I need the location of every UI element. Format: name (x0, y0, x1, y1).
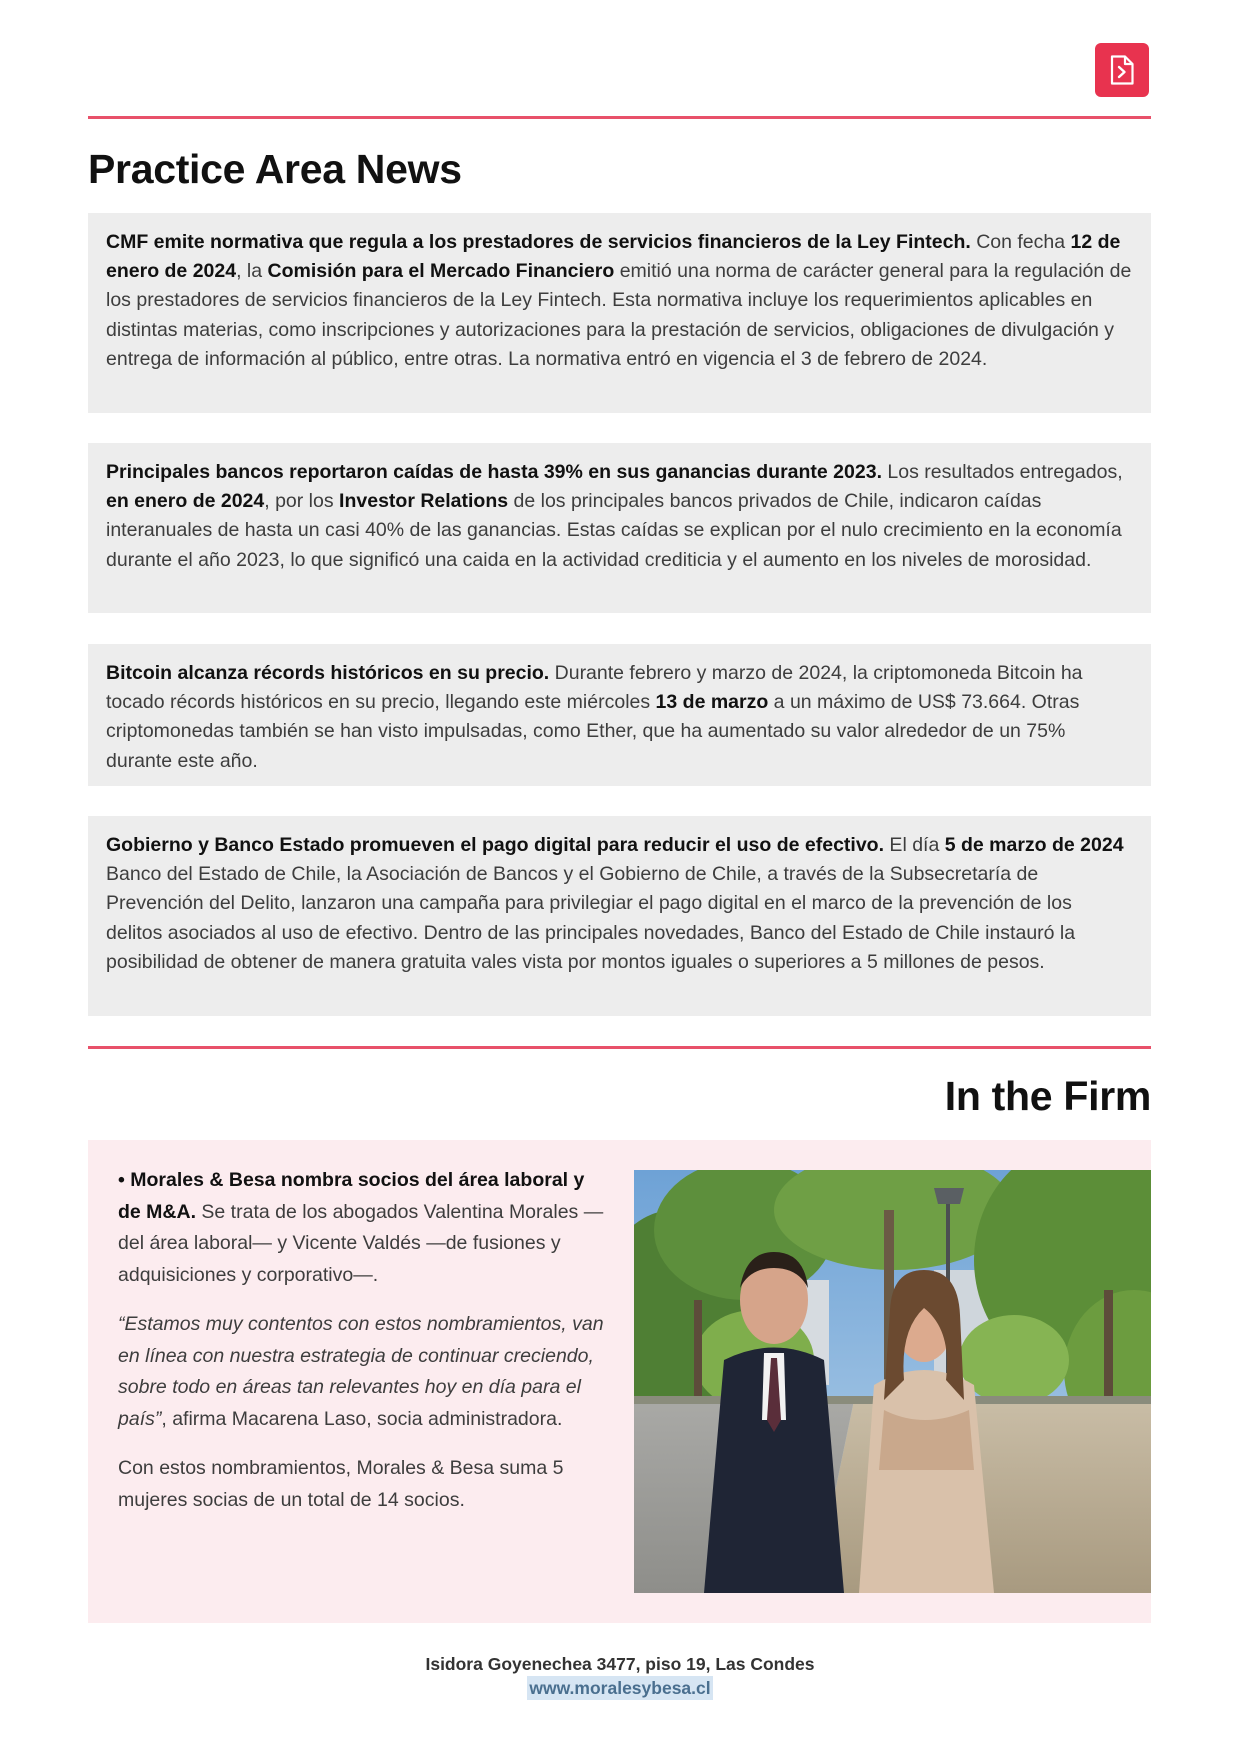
news-text: emitió una norma de carácter general para la regulación de los prestadores de servicios financieros de la Ley Fintech. Esta normativa incluye los requerimientos aplicables en distintas materias, como inscripciones y autorizaciones para la prestación de servicios, obligaciones de divulgación y entrega de información al público, entre otras. La normativa entró en vigencia el 3 de febrero de 2024. (106, 260, 1132, 370)
news-date: 13 de marzo (655, 691, 769, 714)
news-headline: Gobierno y Banco Estado promueven el pago digital para reducir el uso de efectivo. (106, 834, 885, 856)
in-the-firm-title: In the Firm (944, 1073, 1151, 1119)
news-text: a un máximo de US$ 73.664. Otras criptomonedas también se han visto impulsadas, como Ether, que ha aumentado su valor alrededor de un 75% durante este año. (106, 691, 1080, 772)
firm-quote-attribution: , afirma Macarena Laso, socia administradora. (161, 1407, 563, 1430)
news-headline: Bitcoin alcanza récords históricos en su precio. (106, 662, 550, 684)
news-date: 5 de marzo de 2024 (944, 834, 1124, 856)
website-link[interactable]: www.moralesybesa.cl (529, 1678, 711, 1698)
partners-photo (634, 1170, 1151, 1593)
top-divider (88, 116, 1151, 119)
footer-address: Isidora Goyenechea 3477, piso 19, Las Condes (425, 1654, 815, 1674)
section-divider (88, 1046, 1151, 1049)
news-paragraph (106, 228, 1133, 374)
practice-area-title: Practice Area News (88, 146, 462, 192)
news-text: El día (884, 834, 945, 856)
firm-news-text (118, 1165, 608, 1534)
news-text: Durante febrero y marzo de 2024, la criptomoneda Bitcoin ha tocado récords históricos en su precio, llegando este miércoles (106, 662, 1083, 714)
news-paragraph (106, 831, 1133, 977)
firm-closing-paragraph: Con estos nombramientos, Morales & Besa suma 5 mujeres socias de un total de 14 socios. (118, 1457, 564, 1511)
news-paragraph (106, 458, 1133, 575)
news-date: en enero de 2024 (106, 490, 265, 513)
news-card-bitcoin (88, 644, 1151, 786)
firm-intro: Se trata de los abogados Valentina Morales —del área laboral— y Vicente Valdés —de fusiones y adquisiciones y corporativo—. (118, 1200, 604, 1286)
firm-quote-paragraph (118, 1309, 608, 1435)
news-text: de los principales bancos privados de Chile, indicaron caídas interanuales de hasta un casi 40% de las ganancias. Estas caídas se explican por el nulo crecimiento en la economía durante el año 2023, lo que significó una caida en la actividad crediticia y el aumento en los niveles de morosidad. (106, 490, 1122, 571)
news-entity: Investor Relations (339, 490, 509, 513)
firm-intro-paragraph (118, 1165, 608, 1291)
news-text: , la (236, 260, 268, 283)
news-text: Banco del Estado de Chile, la Asociación de Bancos y el Gobierno de Chile, a través de la Subsecretaría de Prevención del Delito, lanzaron una campaña para privilegiar el pago digital en el marco de la prevención de los delitos asociados al uso de efectivo. Dentro de las principales novedades, Banco del Estado de Chile instauró la posibilidad de obtener de manera gratuita vales vista por montos iguales o superiores a 5 millones de pesos. (106, 863, 1076, 973)
news-headline: CMF emite normativa que regula a los prestadores de servicios financieros de la Ley Fintech. (106, 231, 971, 253)
news-headline: Principales bancos reportaron caídas de hasta 39% en sus ganancias durante 2023. (106, 461, 882, 483)
news-text: Los resultados entregados, (881, 461, 1123, 483)
document-arrow-icon[interactable] (1095, 43, 1149, 97)
document-arrow-glyph (1109, 55, 1135, 85)
firm-headline: • Morales & Besa nombra socios del área laboral y de M&A. (118, 1169, 585, 1223)
news-text: , por los (264, 490, 340, 513)
news-text: Con fecha (970, 231, 1071, 253)
firm-quote: “Estamos muy contentos con estos nombramientos, van en línea con nuestra estrategia de continuar creciendo, sobre todo en áreas tan relevantes hoy en día para el país” (118, 1313, 604, 1430)
footer (0, 1652, 1240, 1700)
news-card-banco-estado (88, 816, 1151, 1016)
news-entity: Comisión para el Mercado Financiero (267, 260, 615, 283)
news-card-cmf (88, 213, 1151, 413)
news-date: 12 de enero de 2024 (106, 231, 1121, 283)
news-paragraph (106, 659, 1133, 776)
firm-news-panel (88, 1140, 1151, 1623)
news-card-banks (88, 443, 1151, 613)
